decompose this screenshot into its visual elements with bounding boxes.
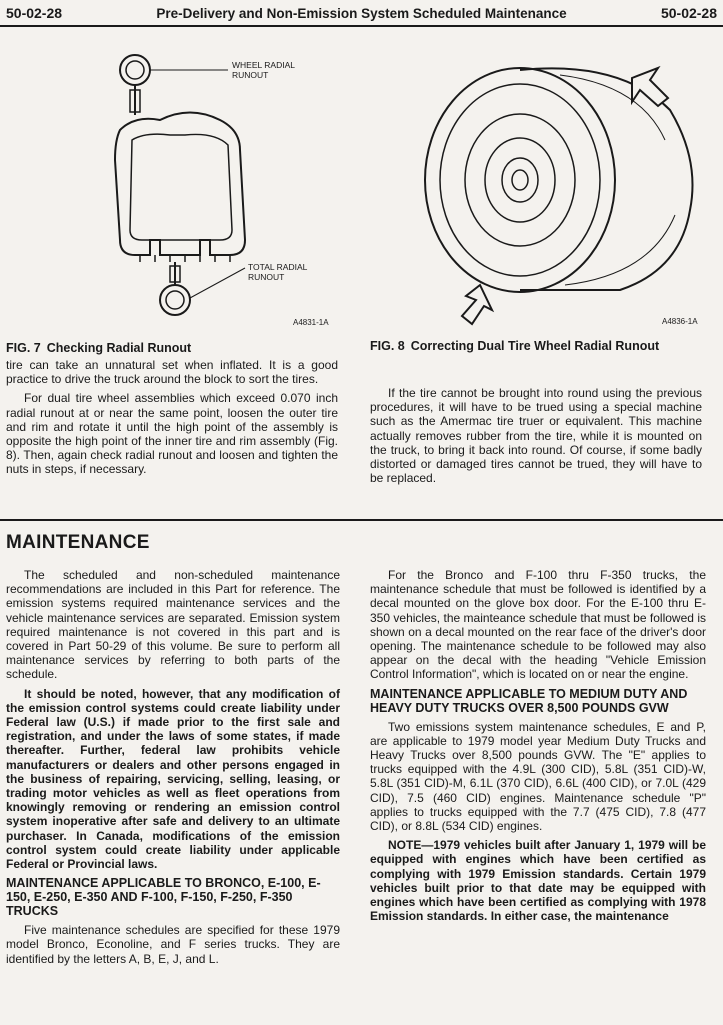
lower-left-column	[6, 568, 340, 966]
note-paragraph	[370, 838, 706, 923]
paragraph: Two emissions system maintenance schedules, E and P, are applicable to 1979 model year Medium Duty Trucks and Heavy Trucks over 8,500 pounds GVW. The "E" applies to trucks equipped with the 4.9L (300 CID), 5.8L (351 CID)-W, 5.8L (351 CID)-M, 6.1L (370 CID), 6.6L (400 CID), or 7.0L (429 CID), 7.5 (460 CID) engines. Maintenance schedule "P" applies to trucks equipped with the 7.7 (475 CID), 7.8 (477 CID), or 8.8L (534 CID) engines.	[370, 719, 706, 834]
figure-8-illustration	[400, 40, 710, 330]
header-rule	[0, 25, 723, 27]
page-number-left: 50-02-28	[6, 5, 63, 21]
figure-8-code: A4836-1A	[662, 317, 698, 326]
page-header	[0, 0, 723, 26]
paragraph-bold: It should be noted, however, that any modification of the emission control systems could create liability under Federal law (U.S.) if made prior to the first sale and registration, and under the laws of some states, if made thereafter. Further, federal law prohibits vehicle manufacturers or dealers and other persons engaged in the business of repairing, servicing, selling, leasing, or trading motor vehicles as well as fleet operations from knowingly removing or rendering an emission control system inoperative after safe and delivery to an ultimate purchaser. In Canada, modifications of the emission control system could create liability under applicable Federal or Provincial laws.	[6, 686, 340, 872]
callout-wheel-radial-runout: WHEEL RADIAL RUNOUT	[232, 60, 295, 80]
figure-7-caption	[6, 342, 346, 355]
figure-7-number: FIG. 7	[6, 341, 41, 355]
upper-left-column	[6, 358, 338, 477]
figure-7-illustration	[60, 40, 345, 335]
figure-7-title: Checking Radial Runout	[46, 341, 192, 355]
radial-runout-diagram	[60, 40, 345, 335]
page-number-right: 50-02-28	[660, 5, 717, 21]
section-rule	[0, 519, 723, 521]
paragraph: tire can take an unnatural set when inflated. It is a good practice to drive the truck around the block to sort the tires.	[6, 358, 338, 387]
note-text: 1979 vehicles built after January 1, 1979 will be equipped with engines which have been certified as complying with 1979 Emission standards. Certain 1979 vehicles built prior to that date may be equipped with engines which have been certified as complying with 1978 Emission standards. In either case, the maintenance	[370, 838, 706, 924]
lower-right-column	[370, 568, 706, 923]
paragraph: For dual tire wheel assemblies which exceed 0.070 inch radial runout at or near the same point, loosen the outer tire and rim and rotate it until the high point of the assembly is opposite the high point of the inner tire and rim assembly (Fig. 8). Then, again check radial runout and loosen and tighten the nuts in steps, if necessary.	[6, 391, 338, 477]
paragraph: The scheduled and non-scheduled maintenance recommendations are included in this Part for reference. The emission systems required maintenance services and the vehicle maintenance services are separated. Emission system required maintenance is not covered in this part and is covered in Part 50-29 of this volume. Be sure to perform all maintenance services by referring to both parts of the schedule.	[6, 568, 340, 682]
note-label: NOTE—	[388, 838, 434, 853]
figure-7-code: A4831-1A	[293, 318, 329, 327]
figure-8-title: Correcting Dual Tire Wheel Radial Runout	[410, 339, 660, 353]
figure-8-caption	[370, 340, 670, 353]
section-title: MAINTENANCE	[6, 532, 150, 553]
dual-tire-diagram	[400, 40, 710, 330]
paragraph: Five maintenance schedules are specified for these 1979 model Bronco, Econoline, and F series trucks. They are identified by the letters A, B, E, J, and L.	[6, 923, 340, 966]
callout-total-radial-runout: TOTAL RADIAL RUNOUT	[248, 262, 308, 282]
figure-8-number: FIG. 8	[370, 339, 405, 353]
paragraph: For the Bronco and F-100 thru F-350 trucks, the maintenance schedule that must be followed is identified by a decal mounted on the glove box door. For the E-100 thru E-350 vehicles, the mainteance schedule that must be followed is shown on a decal mounted on the rear face of the driver's door opening. The maintenance schedule to be followed may also appear on the decal with the heading "Vehicle Emission Control Information", which is located on or near the engine.	[370, 568, 706, 682]
paragraph: If the tire cannot be brought into round using the previous procedures, it will have to be trued using a special machine such as the Amermac tire truer or equivalent. This machine actually removes rubber from the tire, while it is mounted on the truck, to bring it back into round. Of course, if some badly distorted or damaged tires cannot be trued, they will have to be replaced.	[370, 386, 702, 486]
subheading: MAINTENANCE APPLICABLE TO BRONCO, E-100, E-150, E-250, E-350 AND F-100, F-150, F-250, F-350 TRUCKS	[6, 876, 321, 919]
subheading: MAINTENANCE APPLICABLE TO MEDIUM DUTY AND HEAVY DUTY TRUCKS OVER 8,500 POUNDS GVW	[370, 686, 688, 715]
upper-right-column	[370, 386, 702, 485]
running-title: Pre-Delivery and Non-Emission System Scheduled Maintenance	[156, 5, 567, 21]
